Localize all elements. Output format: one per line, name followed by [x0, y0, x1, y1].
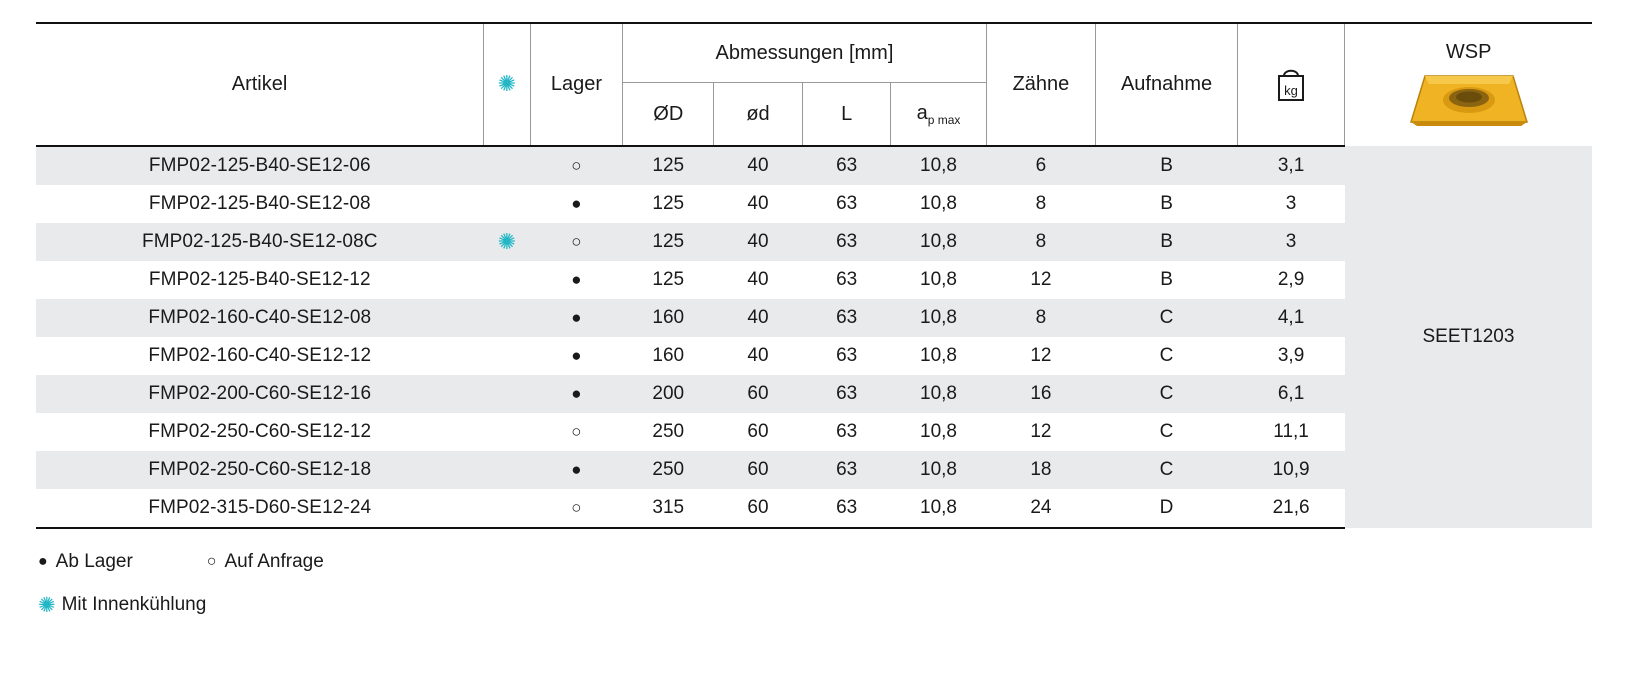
cell-zaehne: 8	[986, 223, 1096, 261]
cell-outer-diameter: 200	[623, 375, 714, 413]
header-artikel: Artikel	[36, 23, 484, 146]
spec-sheet	[0, 22, 1629, 678]
header-coolant-icon	[484, 23, 530, 146]
cell-inner-diameter: 60	[747, 421, 769, 442]
cell-lager	[530, 223, 623, 261]
cell-aufnahme: C	[1159, 345, 1174, 366]
cell-zaehne: 6	[986, 146, 1096, 185]
header-ap-base: a	[916, 101, 928, 124]
table-row[interactable]	[36, 146, 1592, 185]
cell-weight: 4,1	[1237, 299, 1345, 337]
cell-length: 63	[802, 223, 891, 261]
cell-artikel: FMP02-160-C40-SE12-08	[36, 299, 484, 337]
cell-artikel: FMP02-125-B40-SE12-12	[148, 269, 371, 290]
cell-length: 63	[802, 489, 891, 528]
legend-auf-anfrage	[207, 551, 324, 573]
cell-length: 63	[836, 193, 858, 214]
cell-coolant	[484, 451, 530, 489]
cell-zaehne: 8	[1035, 193, 1047, 214]
cell-artikel: FMP02-125-B40-SE12-08	[148, 193, 371, 214]
cell-wsp: SEET1203	[1345, 146, 1592, 528]
cell-length: 63	[802, 451, 891, 489]
cell-ap-max: 10,8	[920, 269, 957, 290]
header-lager: Lager	[530, 23, 623, 146]
header-wsp	[1345, 23, 1592, 146]
cell-lager	[530, 185, 623, 223]
legend-ab-lager	[38, 551, 133, 573]
cell-weight: 3	[1285, 193, 1297, 214]
cell-coolant	[484, 146, 530, 185]
cell-weight: 3	[1237, 223, 1345, 261]
cell-zaehne: 12	[1030, 421, 1052, 442]
cell-aufnahme: B	[1160, 193, 1173, 214]
stock-open-icon	[571, 498, 581, 517]
cell-coolant	[484, 261, 530, 299]
cell-lager	[530, 261, 623, 299]
cell-coolant	[484, 185, 530, 223]
cell-inner-diameter: 60	[714, 489, 803, 528]
stock-open-icon	[571, 422, 581, 441]
legend-innenkuehlung	[38, 594, 206, 616]
cell-aufnahme: C	[1159, 421, 1174, 442]
cell-ap-max: 10,8	[920, 421, 957, 442]
header-zaehne: Zähne	[986, 23, 1096, 146]
cell-lager	[530, 413, 623, 451]
stock-filled-icon	[571, 384, 581, 403]
cell-length: 63	[836, 269, 858, 290]
cell-inner-diameter: 40	[714, 299, 803, 337]
legend-innenkuehlung-label: Mit Innenkühlung	[61, 594, 207, 615]
snowflake-icon: ✺	[497, 70, 516, 96]
cell-outer-diameter: 125	[623, 223, 714, 261]
cell-lager	[530, 337, 623, 375]
cell-outer-diameter: 160	[652, 345, 685, 366]
header-wsp-label: WSP	[1445, 40, 1492, 63]
insert-image	[1409, 68, 1529, 130]
cell-lager	[530, 489, 623, 528]
header-inner-diameter: ød	[714, 83, 803, 147]
stock-filled-icon	[38, 553, 48, 571]
cell-aufnahme: B	[1096, 223, 1237, 261]
cell-outer-diameter: 250	[623, 451, 714, 489]
cell-outer-diameter: 125	[652, 193, 685, 214]
stock-filled-icon	[571, 460, 581, 479]
legend-row-coolant	[38, 588, 1629, 622]
cell-ap-max: 10,8	[891, 451, 986, 489]
header-aufnahme: Aufnahme	[1096, 23, 1237, 146]
cell-zaehne: 18	[986, 451, 1096, 489]
header-length: L	[802, 83, 891, 147]
cell-ap-max: 10,8	[891, 375, 986, 413]
cell-weight: 11,1	[1273, 421, 1309, 442]
table-header	[36, 23, 1592, 146]
stock-filled-icon	[571, 194, 581, 213]
cell-aufnahme: C	[1096, 299, 1237, 337]
snowflake-icon: ✺	[38, 593, 56, 617]
cell-aufnahme: B	[1096, 146, 1237, 185]
cell-inner-diameter: 40	[747, 193, 769, 214]
cell-inner-diameter: 60	[714, 451, 803, 489]
cell-artikel: FMP02-200-C60-SE12-16	[36, 375, 484, 413]
cell-zaehne: 8	[986, 299, 1096, 337]
stock-filled-icon	[571, 270, 581, 289]
cell-outer-diameter: 160	[623, 299, 714, 337]
cell-inner-diameter: 60	[714, 375, 803, 413]
cell-weight: 21,6	[1237, 489, 1345, 528]
cell-outer-diameter: 125	[652, 269, 685, 290]
cell-coolant	[484, 413, 530, 451]
cell-outer-diameter: 250	[652, 421, 685, 442]
cell-coolant	[484, 337, 530, 375]
cell-lager	[530, 375, 623, 413]
cell-coolant	[484, 375, 530, 413]
cell-length: 63	[836, 421, 858, 442]
cell-zaehne: 24	[986, 489, 1096, 528]
cell-lager	[530, 299, 623, 337]
cell-ap-max: 10,8	[920, 345, 957, 366]
cell-aufnahme: C	[1096, 451, 1237, 489]
cell-inner-diameter: 40	[714, 223, 803, 261]
stock-open-icon	[571, 232, 581, 251]
cell-ap-max: 10,8	[891, 146, 986, 185]
cell-ap-max: 10,8	[891, 223, 986, 261]
header-ap-sub: p max	[927, 112, 961, 127]
cell-ap-max: 10,8	[891, 299, 986, 337]
cell-ap-max: 10,8	[920, 193, 957, 214]
cell-ap-max: 10,8	[891, 489, 986, 528]
legend-row-stock	[38, 545, 1629, 579]
cell-zaehne: 12	[1030, 345, 1052, 366]
cell-artikel: FMP02-250-C60-SE12-18	[36, 451, 484, 489]
cell-weight: 10,9	[1237, 451, 1345, 489]
cell-length: 63	[802, 375, 891, 413]
stock-filled-icon	[571, 308, 581, 327]
snowflake-icon: ✺	[497, 229, 516, 254]
table-body	[36, 146, 1592, 528]
weight-kg-icon	[1274, 63, 1308, 101]
cell-length: 63	[802, 299, 891, 337]
cell-inner-diameter: 40	[747, 269, 769, 290]
cell-artikel: FMP02-160-C40-SE12-12	[148, 345, 372, 366]
cell-coolant	[484, 223, 530, 261]
cell-artikel: FMP02-125-B40-SE12-08C	[36, 223, 484, 261]
cell-weight: 6,1	[1237, 375, 1345, 413]
header-dimensions-group: Abmessungen [mm]	[623, 23, 986, 83]
legend-ab-lager-label: Ab Lager	[55, 551, 133, 572]
cell-weight: 2,9	[1277, 269, 1305, 290]
cell-zaehne: 12	[1030, 269, 1052, 290]
cell-length: 63	[802, 146, 891, 185]
cell-zaehne: 16	[986, 375, 1096, 413]
cell-aufnahme: D	[1096, 489, 1237, 528]
header-outer-diameter: ØD	[623, 83, 714, 147]
cell-coolant	[484, 489, 530, 528]
cell-aufnahme: B	[1160, 269, 1173, 290]
cell-artikel: FMP02-315-D60-SE12-24	[36, 489, 484, 528]
legend	[38, 545, 1629, 622]
cell-length: 63	[836, 345, 858, 366]
cell-outer-diameter: 125	[623, 146, 714, 185]
stock-open-icon	[571, 156, 581, 175]
cell-lager	[530, 451, 623, 489]
stock-filled-icon	[571, 346, 581, 365]
cell-outer-diameter: 315	[623, 489, 714, 528]
cell-artikel: FMP02-125-B40-SE12-06	[36, 146, 484, 185]
cell-weight: 3,9	[1277, 345, 1305, 366]
header-weight	[1237, 23, 1345, 146]
cell-coolant	[484, 299, 530, 337]
product-specification-table	[36, 22, 1592, 529]
cell-inner-diameter: 40	[747, 345, 769, 366]
svg-text:kg: kg	[1284, 82, 1298, 98]
legend-auf-anfrage-label: Auf Anfrage	[224, 551, 324, 572]
cell-weight: 3,1	[1237, 146, 1345, 185]
cell-inner-diameter: 40	[714, 146, 803, 185]
stock-open-icon	[207, 553, 217, 571]
cell-artikel: FMP02-250-C60-SE12-12	[148, 421, 372, 442]
cell-lager	[530, 146, 623, 185]
cell-aufnahme: C	[1096, 375, 1237, 413]
header-ap-max	[891, 83, 986, 147]
